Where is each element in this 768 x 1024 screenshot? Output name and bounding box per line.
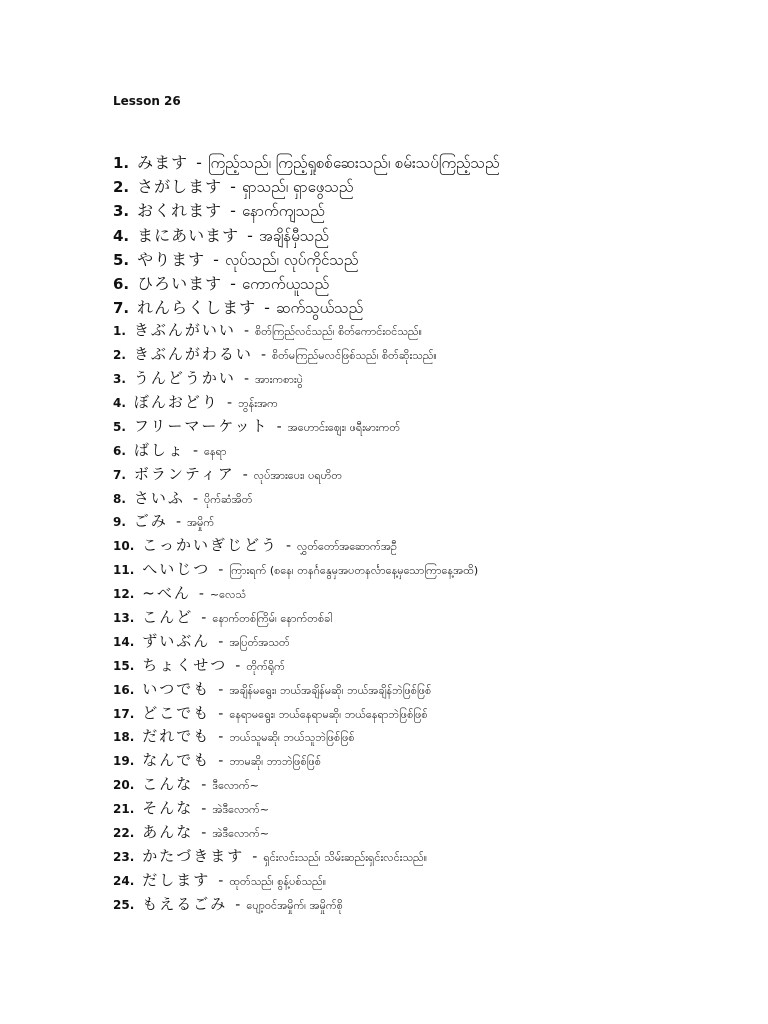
vocab-item — [113, 821, 753, 845]
separator-dash: - — [230, 177, 236, 197]
burmese-meaning: အချိန်မှီသည် — [258, 226, 329, 245]
vocab-item — [113, 510, 753, 534]
vocab-item — [113, 725, 753, 749]
vocab-item — [113, 845, 753, 869]
burmese-meaning: အဲဒီလောက်~ — [212, 827, 269, 841]
burmese-meaning: အချိန်မရွေး၊ ဘယ်အချိန်မဆို၊ ဘယ်အချိန်ဘဲဖြစ်ဖြစ် — [229, 683, 432, 697]
burmese-meaning: ရှင်းလင်းသည်၊ သိမ်းဆည်းရှင်းလင်းသည်။ — [263, 850, 428, 864]
item-number: 14. — [113, 634, 135, 649]
japanese-term: ボランティア — [133, 464, 235, 483]
burmese-meaning: အမှိုက် — [187, 516, 215, 530]
item-number: 6. — [113, 274, 130, 293]
japanese-term: きぶんがいい — [133, 321, 236, 340]
japanese-term: さがします — [137, 177, 223, 197]
vocab-item — [113, 558, 753, 582]
burmese-meaning: လုပ်အားပေး၊ ပရဟိတ — [253, 468, 343, 482]
vocab-item — [113, 223, 753, 247]
item-number: 11. — [113, 563, 135, 578]
item-number: 21. — [113, 802, 135, 817]
item-number: 7. — [113, 467, 126, 482]
burmese-meaning: ရှာသည်၊ ရှာဖွေသည် — [241, 178, 354, 197]
burmese-meaning: လွှတ်တော်အဆောက်အဦ — [297, 540, 398, 554]
item-number: 25. — [113, 897, 135, 912]
item-number: 9. — [113, 515, 126, 530]
burmese-meaning: ~လေသံ — [209, 588, 247, 602]
japanese-term: ごみ — [133, 512, 168, 531]
vocab-item — [113, 319, 753, 343]
separator-dash: - — [226, 394, 232, 411]
japanese-term: へいじつ — [142, 560, 211, 579]
separator-dash: - — [242, 466, 248, 483]
japanese-term: あんな — [142, 823, 194, 842]
burmese-meaning: အပြတ်အသတ် — [229, 635, 290, 649]
item-number: 16. — [113, 682, 135, 697]
item-number: 8. — [113, 491, 126, 506]
separator-dash: - — [218, 633, 224, 650]
separator-dash: - — [235, 657, 241, 674]
item-number: 24. — [113, 873, 135, 888]
separator-dash: - — [247, 225, 253, 245]
burmese-meaning: ကြားရက် (စနေ၊ တနင်္ဂနွေမှအပတနင်္လာနေ့မှသောကြာနေ့အထိ) — [229, 564, 479, 578]
vocab-item — [113, 415, 753, 439]
item-number: 6. — [113, 443, 126, 458]
item-number: 7. — [113, 299, 130, 318]
vocab-item — [113, 150, 753, 174]
japanese-term: きぶんがわるい — [133, 345, 253, 364]
japanese-term: こんど — [142, 608, 194, 626]
vocab-item — [113, 869, 753, 893]
vocab-item — [113, 534, 753, 558]
burmese-meaning: အားကစားပွဲ — [255, 373, 303, 387]
vocab-item — [113, 271, 753, 295]
item-number: 10. — [113, 539, 135, 554]
vocab-item — [113, 487, 753, 511]
vocab-item — [113, 893, 753, 917]
vocab-item — [113, 174, 753, 198]
vocab-item — [113, 773, 753, 797]
japanese-term: ぼんおどり — [133, 392, 219, 411]
separator-dash: - — [213, 249, 219, 269]
separator-dash: - — [201, 825, 207, 842]
item-number: 5. — [113, 250, 130, 269]
separator-dash: - — [218, 729, 224, 746]
japanese-term: もえるごみ — [142, 894, 228, 913]
item-number: 2. — [113, 348, 126, 363]
vocab-item — [113, 678, 753, 702]
separator-dash: - — [230, 273, 236, 293]
burmese-meaning: ဒီလောက်~ — [212, 779, 259, 793]
item-number: 15. — [113, 658, 135, 673]
item-number: 23. — [113, 849, 135, 864]
burmese-meaning: ဘွန်းအက — [238, 396, 278, 410]
vocab-item — [113, 797, 753, 821]
item-number: 1. — [113, 154, 130, 172]
item-number: 1. — [113, 324, 126, 339]
vocab-item — [113, 630, 753, 654]
separator-dash: - — [192, 490, 198, 507]
lesson-title: Lesson 26 — [113, 94, 181, 108]
burmese-meaning: နေရာ — [204, 444, 227, 458]
separator-dash: - — [201, 777, 207, 794]
item-number: 2. — [113, 178, 130, 197]
separator-dash: - — [218, 562, 224, 579]
japanese-term: どこでも — [142, 703, 211, 722]
japanese-term: そんな — [142, 799, 194, 818]
burmese-meaning: ဆက်သွယ်သည် — [275, 299, 364, 318]
burmese-meaning: တိုက်ရိုက် — [246, 659, 285, 673]
burmese-meaning: ဘယ်သူမဆို၊ ဘယ်သူဘဲဖြစ်ဖြစ် — [229, 731, 355, 745]
separator-dash: - — [201, 610, 207, 626]
japanese-term: おくれます — [137, 201, 223, 221]
separator-dash: - — [198, 586, 204, 603]
item-number: 12. — [113, 587, 135, 602]
japanese-term: かたづきます — [142, 846, 245, 865]
separator-dash: - — [196, 153, 202, 172]
burmese-meaning: စိတ်ကြည်လင်သည်၊ စိတ်ကောင်းဝင်သည်။ — [255, 325, 422, 339]
burmese-meaning: နောက်တစ်ကြိမ်၊ နောက်တစ်ခါ — [212, 612, 333, 625]
separator-dash: - — [243, 323, 249, 340]
vocab-item — [113, 247, 753, 271]
separator-dash: - — [243, 371, 249, 388]
item-number: 18. — [113, 730, 135, 745]
separator-dash: - — [218, 681, 224, 698]
burmese-meaning: အဲဒီလောက်~ — [212, 803, 269, 817]
vocabulary-list — [113, 150, 753, 917]
item-number: 3. — [113, 372, 126, 387]
separator-dash: - — [201, 801, 207, 818]
separator-dash: - — [235, 896, 241, 913]
separator-dash: - — [192, 442, 198, 459]
item-number: 22. — [113, 826, 135, 841]
burmese-meaning: ကောက်ယူသည် — [241, 274, 330, 293]
vocab-item — [113, 343, 753, 367]
japanese-term: うんどうかい — [133, 369, 236, 388]
vocab-item — [113, 463, 753, 487]
vocab-item — [113, 702, 753, 726]
item-number: 20. — [113, 778, 135, 793]
vocab-item — [113, 295, 753, 319]
japanese-term: ~べん — [142, 584, 191, 603]
japanese-term: こんな — [142, 775, 194, 794]
separator-dash: - — [218, 872, 224, 889]
vocab-item — [113, 749, 753, 773]
burmese-meaning: လုပ်သည်၊ လုပ်ကိုင်သည် — [224, 250, 359, 269]
burmese-meaning: စိတ်မကြည်မလင်ဖြစ်သည်၊ စိတ်ဆိုးသည်။ — [272, 349, 437, 363]
burmese-meaning: ပျော့ဝင်အမှိုက်၊ အမှိုက်စို — [246, 898, 343, 912]
japanese-term: みます — [137, 153, 189, 172]
japanese-term: だれでも — [142, 727, 211, 746]
vocab-item — [113, 582, 753, 606]
vocab-item — [113, 654, 753, 678]
japanese-term: ひろいます — [137, 273, 223, 293]
vocab-item — [113, 606, 753, 630]
japanese-term: れんらくします — [137, 298, 257, 318]
vocab-item — [113, 367, 753, 391]
japanese-term: フリーマーケット — [133, 416, 269, 435]
japanese-term: ばしょ — [133, 440, 185, 459]
separator-dash: - — [264, 298, 270, 318]
vocab-item — [113, 439, 753, 463]
item-number: 4. — [113, 395, 126, 410]
japanese-term: いつでも — [142, 679, 211, 698]
japanese-term: やります — [137, 249, 206, 269]
burmese-meaning: အဟောင်းဈေး၊ ဖရီးမားကတ် — [287, 420, 401, 434]
burmese-meaning: နေရာမရွေး၊ ဘယ်နေရာမဆို၊ ဘယ်နေရာဘဲဖြစ်ဖြစ် — [229, 707, 428, 721]
item-number: 3. — [113, 202, 130, 221]
japanese-term: ちょくせつ — [142, 655, 228, 674]
separator-dash: - — [260, 347, 266, 364]
japanese-term: さいふ — [133, 488, 185, 507]
separator-dash: - — [285, 538, 292, 555]
japanese-term: こっかいぎじどう — [142, 536, 278, 555]
burmese-meaning: ဘာမဆို၊ ဘာဘဲဖြစ်ဖြစ် — [229, 755, 321, 769]
item-number: 13. — [113, 611, 135, 625]
burmese-meaning: ပိုက်ဆံအိတ် — [204, 492, 253, 506]
separator-dash: - — [252, 848, 258, 865]
separator-dash: - — [230, 201, 236, 221]
burmese-meaning: ကြည့်သည်၊ ကြည့်ရှုစစ်ဆေးသည်၊ စမ်းသပ်ကြည့်သည် — [207, 154, 500, 172]
japanese-term: まにあいます — [137, 225, 240, 245]
burmese-meaning: ထုတ်သည်၊ စွန့်ပစ်သည်။ — [229, 874, 327, 888]
item-number: 4. — [113, 226, 130, 245]
japanese-term: だします — [142, 870, 211, 889]
japanese-term: なんでも — [142, 751, 211, 770]
item-number: 5. — [113, 419, 126, 434]
vocab-item — [113, 391, 753, 415]
item-number: 19. — [113, 754, 135, 769]
burmese-meaning: နောက်ကျသည် — [241, 202, 325, 221]
item-number: 17. — [113, 706, 135, 721]
separator-dash: - — [218, 705, 224, 722]
separator-dash: - — [175, 514, 181, 531]
separator-dash: - — [218, 753, 224, 770]
separator-dash: - — [276, 418, 282, 435]
japanese-term: ずいぶん — [142, 631, 211, 650]
vocab-item — [113, 198, 753, 222]
